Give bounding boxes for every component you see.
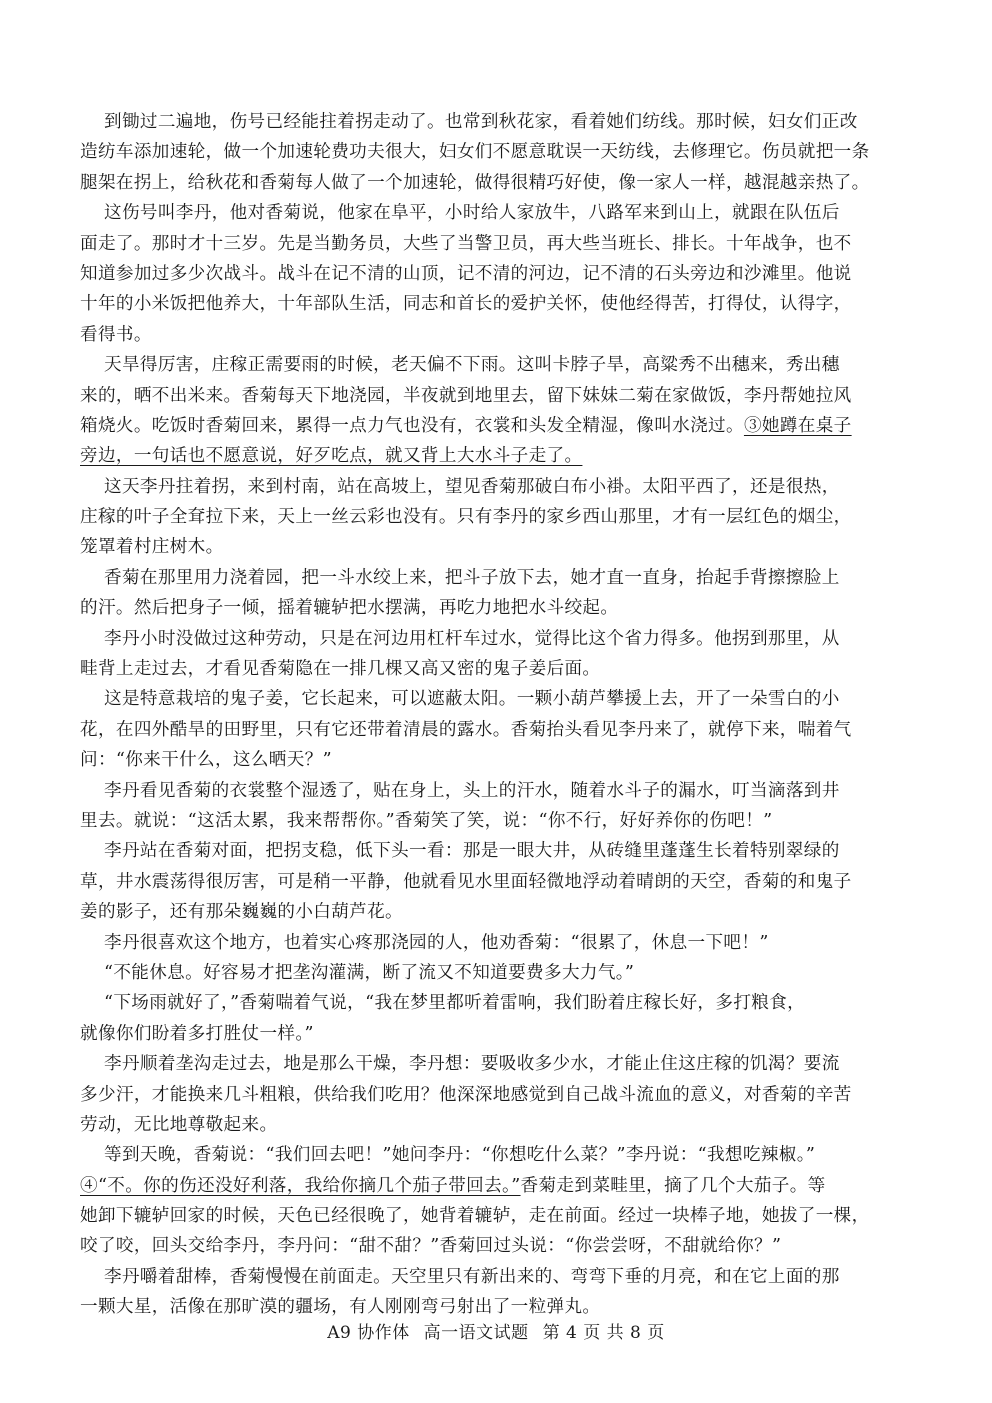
- text-line: [80, 320, 930, 350]
- text-line: [80, 684, 930, 714]
- line-text: 多少汗，才能换来几斗粗粮，供给我们吃用？他深深地感觉到自己战斗流血的意义，对香菊的辛苦: [80, 1084, 852, 1105]
- line-text: 李丹嚼着甜棒，香菊慢慢在前面走。天空里只有新出来的、弯弯下垂的月亮，和在它上面的那: [104, 1266, 840, 1287]
- text-line: [80, 958, 930, 988]
- line-text: 这天李丹拄着拐，来到村南，站在高坡上，望见香菊那破白布小褂。太阳平西了，还是很热，: [104, 476, 840, 497]
- text-line: [80, 1110, 930, 1140]
- line-text: 的汗。然后把身子一倾，摇着辘轳把水摆满，再吃力地把水斗绞起。: [80, 598, 619, 619]
- text-line: [80, 1231, 930, 1261]
- text-line: [80, 897, 930, 927]
- line-text: 到锄过二遍地，伤号已经能拄着拐走动了。也常到秋花家，看着她们纺线。那时候，妇女们正改: [104, 112, 858, 132]
- line-text: 等到天晚，香菊说：“我们回去吧！”她问李丹：“你想吃什么菜？”李丹说：“我想吃辣椒。”: [104, 1145, 816, 1166]
- text-line: [80, 381, 930, 411]
- passage-body: [80, 107, 930, 1323]
- line-text: 这伤号叫李丹，他对香菊说，他家在阜平，小时给人家放牛，八路军来到山上，就跟在队伍后: [104, 203, 840, 224]
- text-line: [80, 867, 930, 897]
- line-text: 姜的影子，还有那朵巍巍的小白葫芦花。: [80, 902, 403, 923]
- line-text: 庄稼的叶子全耷拉下来，天上一丝云彩也没有。只有李丹的家乡西山那里，才有一层红色的烟尘，: [80, 507, 852, 528]
- line-text: 李丹很喜欢这个地方，也着实心疼那浇园的人，他劝香菊：“很累了，休息一下吧！”: [104, 932, 769, 953]
- text-line: [80, 229, 930, 259]
- text-line: [80, 472, 930, 502]
- line-text: 看得书。: [80, 324, 152, 345]
- line-text: 李丹看见香菊的衣裳整个湿透了，贴在身上，头上的汗水，随着水斗子的漏水，叮当滴落到井: [104, 780, 840, 801]
- line-text: 问：“你来干什么，这么晒天？”: [80, 750, 332, 771]
- line-text: 这是特意栽培的鬼子姜，它长起来，可以遮蔽太阳。一颗小葫芦攀援上去，开了一朵雪白的小: [104, 689, 840, 710]
- line-text: 里去。就说：“这活太累，我来帮帮你。”香菊笑了笑，说：“你不行，好好养你的伤吧！”: [80, 810, 773, 831]
- text-line: [80, 350, 930, 380]
- line-text: 咬了咬，回头交给李丹，李丹问：“甜不甜？”香菊回过头说：“你尝尝呀，不甜就给你？”: [80, 1236, 782, 1257]
- page-footer: [0, 1318, 992, 1343]
- text-line: [80, 137, 930, 167]
- footer-org: A9 协作体: [327, 1323, 410, 1343]
- footer-exam-title: 高一语文试题: [423, 1323, 529, 1343]
- line-text: 李丹小时没做过这种劳动，只是在河边用杠杆车过水，觉得比这个省力得多。他拐到那里，从: [104, 628, 840, 649]
- text-line: [80, 1140, 930, 1170]
- line-text: 天旱得厉害，庄稼正需要雨的时候，老天偏不下雨。这叫卡脖子旱，高粱秀不出穗来，秀出穗: [104, 355, 840, 376]
- text-line: [80, 1019, 930, 1049]
- text-line: [80, 1080, 930, 1110]
- line-text: 来的，晒不出米来。香菊每天下地浇园，半夜就到地里去，留下妹妹二菊在家做饭，李丹帮她拉风: [80, 385, 852, 406]
- text-line: [80, 441, 930, 471]
- text-line: [80, 988, 930, 1018]
- line-text: 就像你们盼着多打胜仗一样。”: [80, 1023, 314, 1044]
- underlined-sentence: ③她蹲在桌子: [743, 415, 852, 436]
- text-line: [80, 168, 930, 198]
- text-line: [80, 107, 930, 137]
- text-line: [80, 1049, 930, 1079]
- text-line: [80, 1262, 930, 1292]
- footer-page-number: 第 4 页 共 8 页: [542, 1323, 665, 1343]
- line-text: 造纺车添加速轮，做一个加速轮费功夫很大，妇女们不愿意耽误一天纺线，去修理它。伤员就把一条: [80, 142, 870, 163]
- line-text: 草，井水震荡得很厉害，可是稍一平静，他就看见水里面轻微地浮动着晴朗的天空，香菊的和鬼子: [80, 871, 852, 892]
- text-line: [80, 806, 930, 836]
- line-text: 她卸下辘轳回家的时候，天色已经很晚了，她背着辘轳，走在前面。经过一块棒子地，她拔了一棵，: [80, 1206, 870, 1227]
- line-text: “下场雨就好了，”香菊喘着气说，“我在梦里都听着雷响，我们盼着庄稼长好，多打粮食，: [104, 993, 806, 1014]
- text-line: [80, 1171, 930, 1201]
- text-line: [80, 928, 930, 958]
- line-text: 面走了。那时才十三岁。先是当勤务员，大些了当警卫员，再大些当班长、排长。十年战争，也不: [80, 233, 852, 254]
- line-text: 一颗大星，活像在那旷漠的疆场，有人刚刚弯弓射出了一粒弹丸。: [80, 1297, 601, 1318]
- line-text: 香菊走到菜畦里，摘了几个大茄子。等: [520, 1175, 826, 1196]
- line-text: “不能休息。好容易才把垄沟灌满，断了流又不知道要费多大力气。”: [104, 962, 635, 983]
- line-text: 李丹顺着垄沟走过去，地是那么干燥，李丹想：要吸收多少水，才能止住这庄稼的饥渴？要流: [104, 1054, 840, 1075]
- text-line: [80, 198, 930, 228]
- text-line: [80, 836, 930, 866]
- underlined-sentence: 旁边，一句话也不愿意说，好歹吃点，就又背上大水斗子走了。: [80, 446, 583, 467]
- text-line: [80, 289, 930, 319]
- line-text: 花，在四外酷旱的田野里，只有它还带着清晨的露水。香菊抬头看见李丹来了，就停下来，喘着气: [80, 719, 852, 740]
- underlined-sentence: ④“不。你的伤还没好利落，我给你摘几个茄子带回去。”: [80, 1175, 521, 1196]
- text-line: [80, 745, 930, 775]
- text-line: [80, 654, 930, 684]
- line-text: 十年的小米饭把他养大，十年部队生活，同志和首长的爱护关怀，使他经得苦，打得仗，认得字，: [80, 294, 852, 315]
- line-text: 箱烧火。吃饭时香菊回来，累得一点力气也没有，衣裳和头发全精湿，像叫水浇过。: [80, 415, 744, 436]
- text-line: [80, 1201, 930, 1231]
- text-line: [80, 593, 930, 623]
- line-text: 香菊在那里用力浇着园，把一斗水绞上来，把斗子放下去，她才直一直身，抬起手背擦擦脸上: [104, 567, 840, 588]
- text-line: [80, 776, 930, 806]
- text-line: [80, 715, 930, 745]
- line-text: 劳动，无比地尊敬起来。: [80, 1114, 278, 1135]
- text-line: [80, 563, 930, 593]
- text-line: [80, 502, 930, 532]
- text-line: [80, 624, 930, 654]
- line-text: 畦背上走过去，才看见香菊隐在一排几棵又高又密的鬼子姜后面。: [80, 659, 601, 680]
- line-text: 李丹站在香菊对面，把拐支稳，低下头一看：那是一眼大井，从砖缝里蓬蓬生长着特别翠绿的: [104, 841, 840, 862]
- line-text: 笼罩着村庄树木。: [80, 537, 224, 558]
- text-line: [80, 532, 930, 562]
- line-text: 知道参加过多少次战斗。战斗在记不清的山顶，记不清的河边，记不清的石头旁边和沙滩里。他说: [80, 263, 852, 284]
- text-line: [80, 259, 930, 289]
- line-text: 腿架在拐上，给秋花和香菊每人做了一个加速轮，做得很精巧好使，像一家人一样，越混越亲热了。: [80, 172, 870, 193]
- text-line: [80, 411, 930, 441]
